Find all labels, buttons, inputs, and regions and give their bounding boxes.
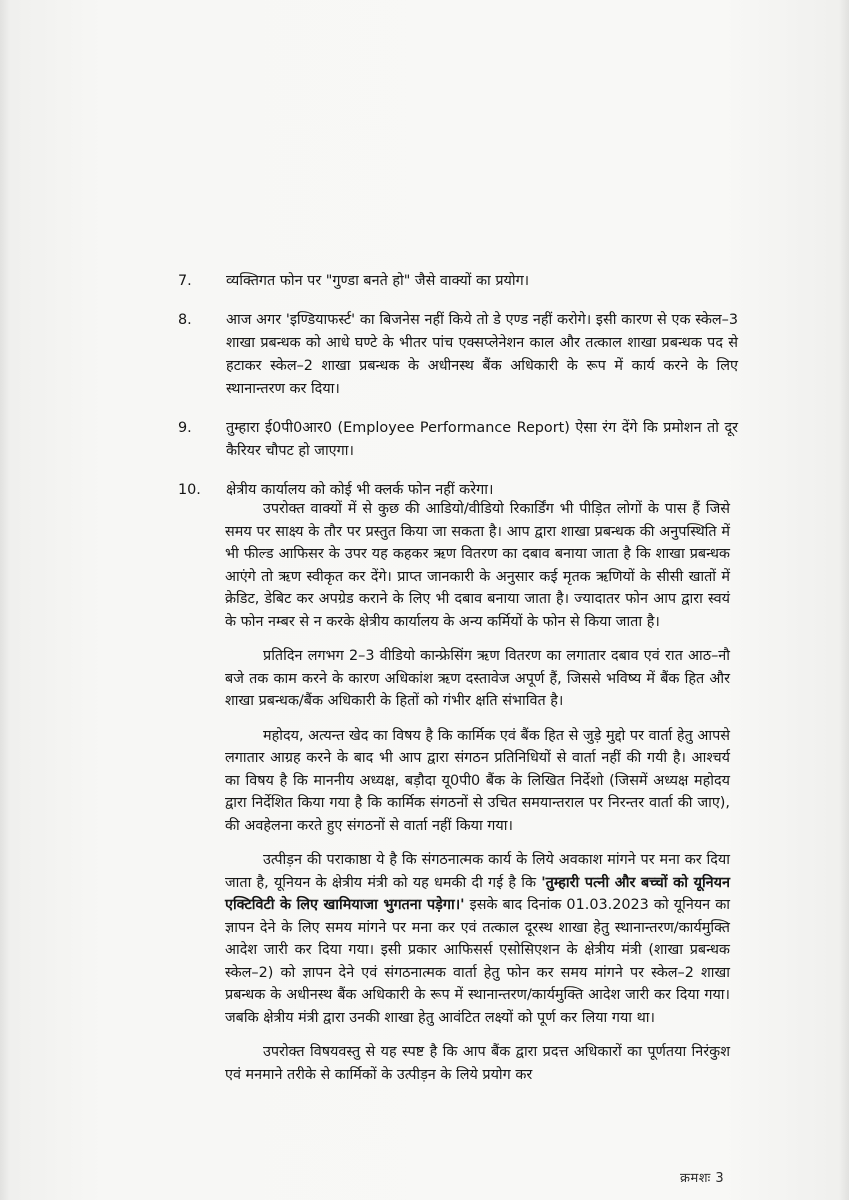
letter-body <box>225 498 730 1098</box>
paragraph-harassment-end: इसके बाद दिनांक 01.03.2023 को यूनियन का ज्ञापन देने के लिए समय मांगने पर मना कर एवं तत्काल दूरस्थ शाखा हेतु स्थानान्तरण/कार्यमुक्ति आदेश जारी कर दिया गया। इसी प्रकार आफिसर्स एसोसिएशन के क्षेत्रीय मंत्री (शाखा प्रबन्धक स्केल–2) को ज्ञापन देने एवं संगठनात्मक वार्ता हेतु फोन कर समय मांगने पर स्केल–2 शाखा प्रबन्धक के अधीनस्थ बैंक अधिकारी के रूप में स्थानान्तरण/कार्यमुक्ति आदेश जारी कर दिया गया। जबकि क्षेत्रीय मंत्री द्वारा उनकी शाखा हेतु आवंटित लक्ष्यों को पूर्ण कर लिया गया था। <box>225 897 731 1026</box>
list-item-number: 10. <box>178 482 201 498</box>
threat-quote: 'तुम्हारी पत्नी और बच्चों को यूनियन एक्टिविटी के लिए खामियाजा भुगतना पड़ेगा।' <box>225 874 730 913</box>
list-item <box>178 309 738 401</box>
list-item-text: क्षेत्रीय कार्यालय को कोई भी क्लर्क फोन नहीं करेगा। <box>226 482 494 498</box>
list-item-text: तुम्हारा ई0पी0आर0 (Employee Performance Report) ऐसा रंग देंगे कि प्रमोशन तो दूर कैरियर चौपट हो जाएगा। <box>226 420 738 459</box>
list-item-number: 8. <box>178 312 192 328</box>
page-edge-shadow-left <box>0 0 10 1200</box>
paragraph-conclusion: उपरोक्त विषयवस्तु से यह स्पष्ट है कि आप बैंक द्वारा प्रदत्त अधिकारों का पूर्णतया निरंकुश एवं मनमाने तरीके से कार्मिकों के उत्पीड़न के लिये प्रयोग कर <box>225 1044 730 1083</box>
list-item <box>178 270 738 293</box>
list-item-number: 9. <box>178 420 192 436</box>
list-item <box>178 417 738 463</box>
list-item-text: आज अगर 'इण्डियाफर्स्ट' का बिजनेस नहीं किये तो डे एण्ड नहीं करोगे। इसी कारण से एक स्केल–3 शाखा प्रबन्धक को आधे घण्टे के भीतर पांच एक्सप्लेनेशन काल और तत्काल शाखा प्रबन्धक पद से हटाकर स्केल–2 शाखा प्रबन्धक के अधीनस्थ बैंक अधिकारी के रूप में कार्य करने के लिए स्थानान्तरण कर दिया। <box>226 312 738 397</box>
paragraph-recordings: उपरोक्त वाक्यों में से कुछ की आडियो/वीडियो रिकार्डिंग भी पीड़ित लोगों के पास हैं जिसे समय पर साक्ष्य के तौर पर प्रस्तुत किया जा सकता है। आप द्वारा शाखा प्रबन्धक की अनुपस्थिति में भी फील्ड आफिसर के उपर यह कहकर ऋण वितरण का दबाव बनाया जाता है कि शाखा प्रबन्धक आएंगे तो ऋण स्वीकृत कर देंगे। प्राप्त जानकारी के अनुसार कई मृतक ऋणियों के सीसी खातों में क्रेडिट, डेबिट कर अपग्रेड कराने के लिए भी दबाव बनाया जाता है। ज्यादातर फोन आप द्वारा स्वयं के फोन नम्बर से न करके क्षेत्रीय कार्यालय के अन्य कर्मियों के फोन से किया जाता है। <box>225 501 730 630</box>
list-item-number: 7. <box>178 273 192 289</box>
paragraph-harassment-start: उत्पीड़न की पराकाष्ठा ये है कि संगठनात्मक कार्य के लिये अवकाश मांगने पर मना कर दिया जाता है, यूनियन के क्षेत्रीय मंत्री को यह धमकी दी गई है कि <box>225 852 730 891</box>
continued-page-marker: क्रमशः 3 <box>680 1171 725 1186</box>
numbered-list <box>178 270 738 518</box>
paragraph-no-dialogue: महोदय, अत्यन्त खेद का विषय है कि कार्मिक एवं बैंक हित से जुड़े मुद्दो पर वार्ता हेतु आपसे लगातार आग्रह करने के बाद भी आप द्वारा संगठन प्रतिनिधियों से वार्ता नहीं की गयी है। आश्चर्य का विषय है कि माननीय अध्यक्ष, बड़ौदा यू0पी0 बैंक के लिखित निर्देशो (जिसमें अध्यक्ष महोदय द्वारा निर्देशित किया गया है कि कार्मिक संगठनों से उचित समयान्तराल पर निरन्तर वार्ता की जाए), की अवहेलना करते हुए संगठनों से वार्ता नहीं किया गया। <box>225 727 730 834</box>
list-item-text: व्यक्तिगत फोन पर "गुण्डा बनते हो" जैसे वाक्यों का प्रयोग। <box>226 273 530 289</box>
paragraph-daily-pressure: प्रतिदिन लगभग 2–3 वीडियो कान्फ्रेसिंग ऋण वितरण का लगातार दबाव एवं रात आठ–नौ बजे तक काम करने के कारण अधिकांश ऋण दस्तावेज अपूर्ण हैं, जिससे भविष्य में बैंक हित और शाखा प्रबन्धक/बैंक अधिकारी के हितों को गंभीर क्षति संभावित है। <box>225 648 730 709</box>
paragraph-harassment <box>225 849 730 1029</box>
page-edge-shadow-right <box>839 0 849 1200</box>
